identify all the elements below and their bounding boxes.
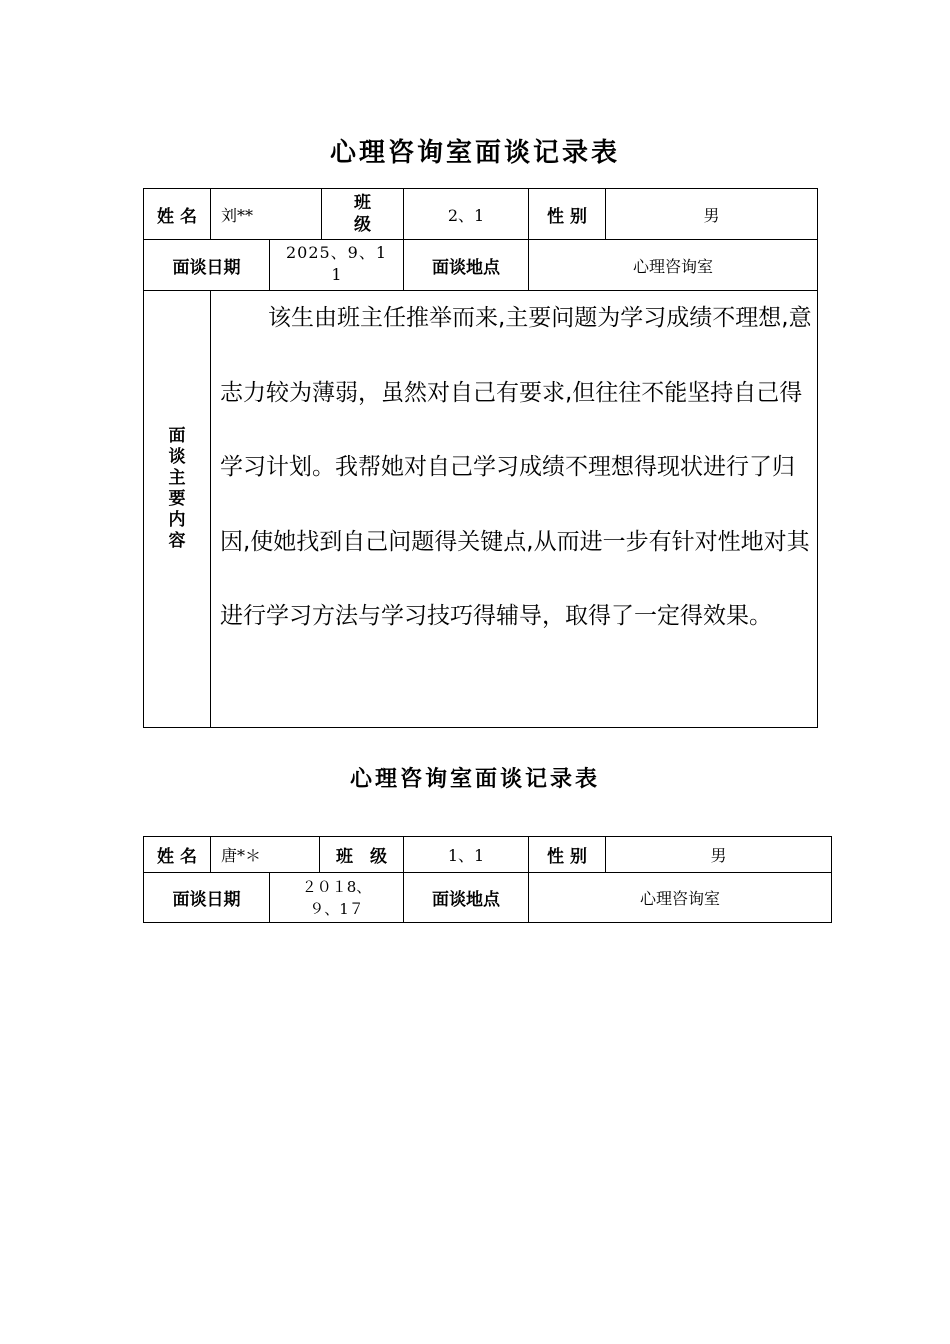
date-label: 面谈日期 (144, 873, 270, 923)
record2-table (143, 836, 832, 923)
gender-value: 男 (606, 189, 818, 240)
content-label-char: 内 (168, 510, 186, 530)
date-value (270, 240, 404, 291)
content-label-char: 面 (168, 426, 186, 446)
gender-label: 性 别 (529, 837, 606, 873)
content-label-char: 主 (168, 468, 186, 488)
content-label-char: 容 (168, 531, 186, 551)
class-value: 1、1 (404, 837, 529, 873)
content-label-char: 谈 (168, 447, 186, 467)
record1-title: 心理咨询室面谈记录表 (329, 138, 620, 168)
gender-value: 男 (606, 837, 832, 873)
place-label: 面谈地点 (404, 873, 529, 923)
class-label (322, 189, 404, 240)
date-label: 面谈日期 (144, 240, 270, 291)
place-label: 面谈地点 (404, 240, 529, 291)
date-value (270, 873, 404, 923)
record2-title: 心理咨询室面谈记录表 (349, 767, 600, 792)
date-line2: 1 (331, 265, 342, 284)
content-label-char: 要 (168, 489, 186, 509)
record1-table (143, 188, 818, 728)
class-value: 2、1 (404, 189, 529, 240)
content-text-cell (211, 291, 818, 728)
date-line2: ９、1７ (309, 899, 364, 918)
name-value: 唐*＊ (211, 837, 320, 873)
name-label: 姓 名 (144, 837, 211, 873)
place-value: 心理咨询室 (529, 873, 832, 923)
name-value: 刘** (211, 189, 322, 240)
class-label-line1: 班 (354, 193, 372, 213)
class-label: 班 级 (320, 837, 404, 873)
gender-label: 性 别 (529, 189, 606, 240)
place-value: 心理咨询室 (529, 240, 818, 291)
content-label (144, 291, 211, 728)
content-text: 该生由班主任推举而来,主要问题为学习成绩不理想,意志力较为薄弱，虽然对自己有要求,但往往不能坚持自己得学习计划。我帮她对自己学习成绩不理想得现状进行了归因,使她找到自己问题得关键点,从而进一步有针对性地对其进行学习方法与学习技巧得辅导，取得了一定得效果。 (220, 305, 812, 629)
name-label: 姓 名 (144, 189, 211, 240)
class-label-line2: 级 (354, 215, 372, 235)
date-line1: ２０１8、 (301, 877, 372, 896)
date-line1: 2025、9、1 (285, 243, 388, 262)
